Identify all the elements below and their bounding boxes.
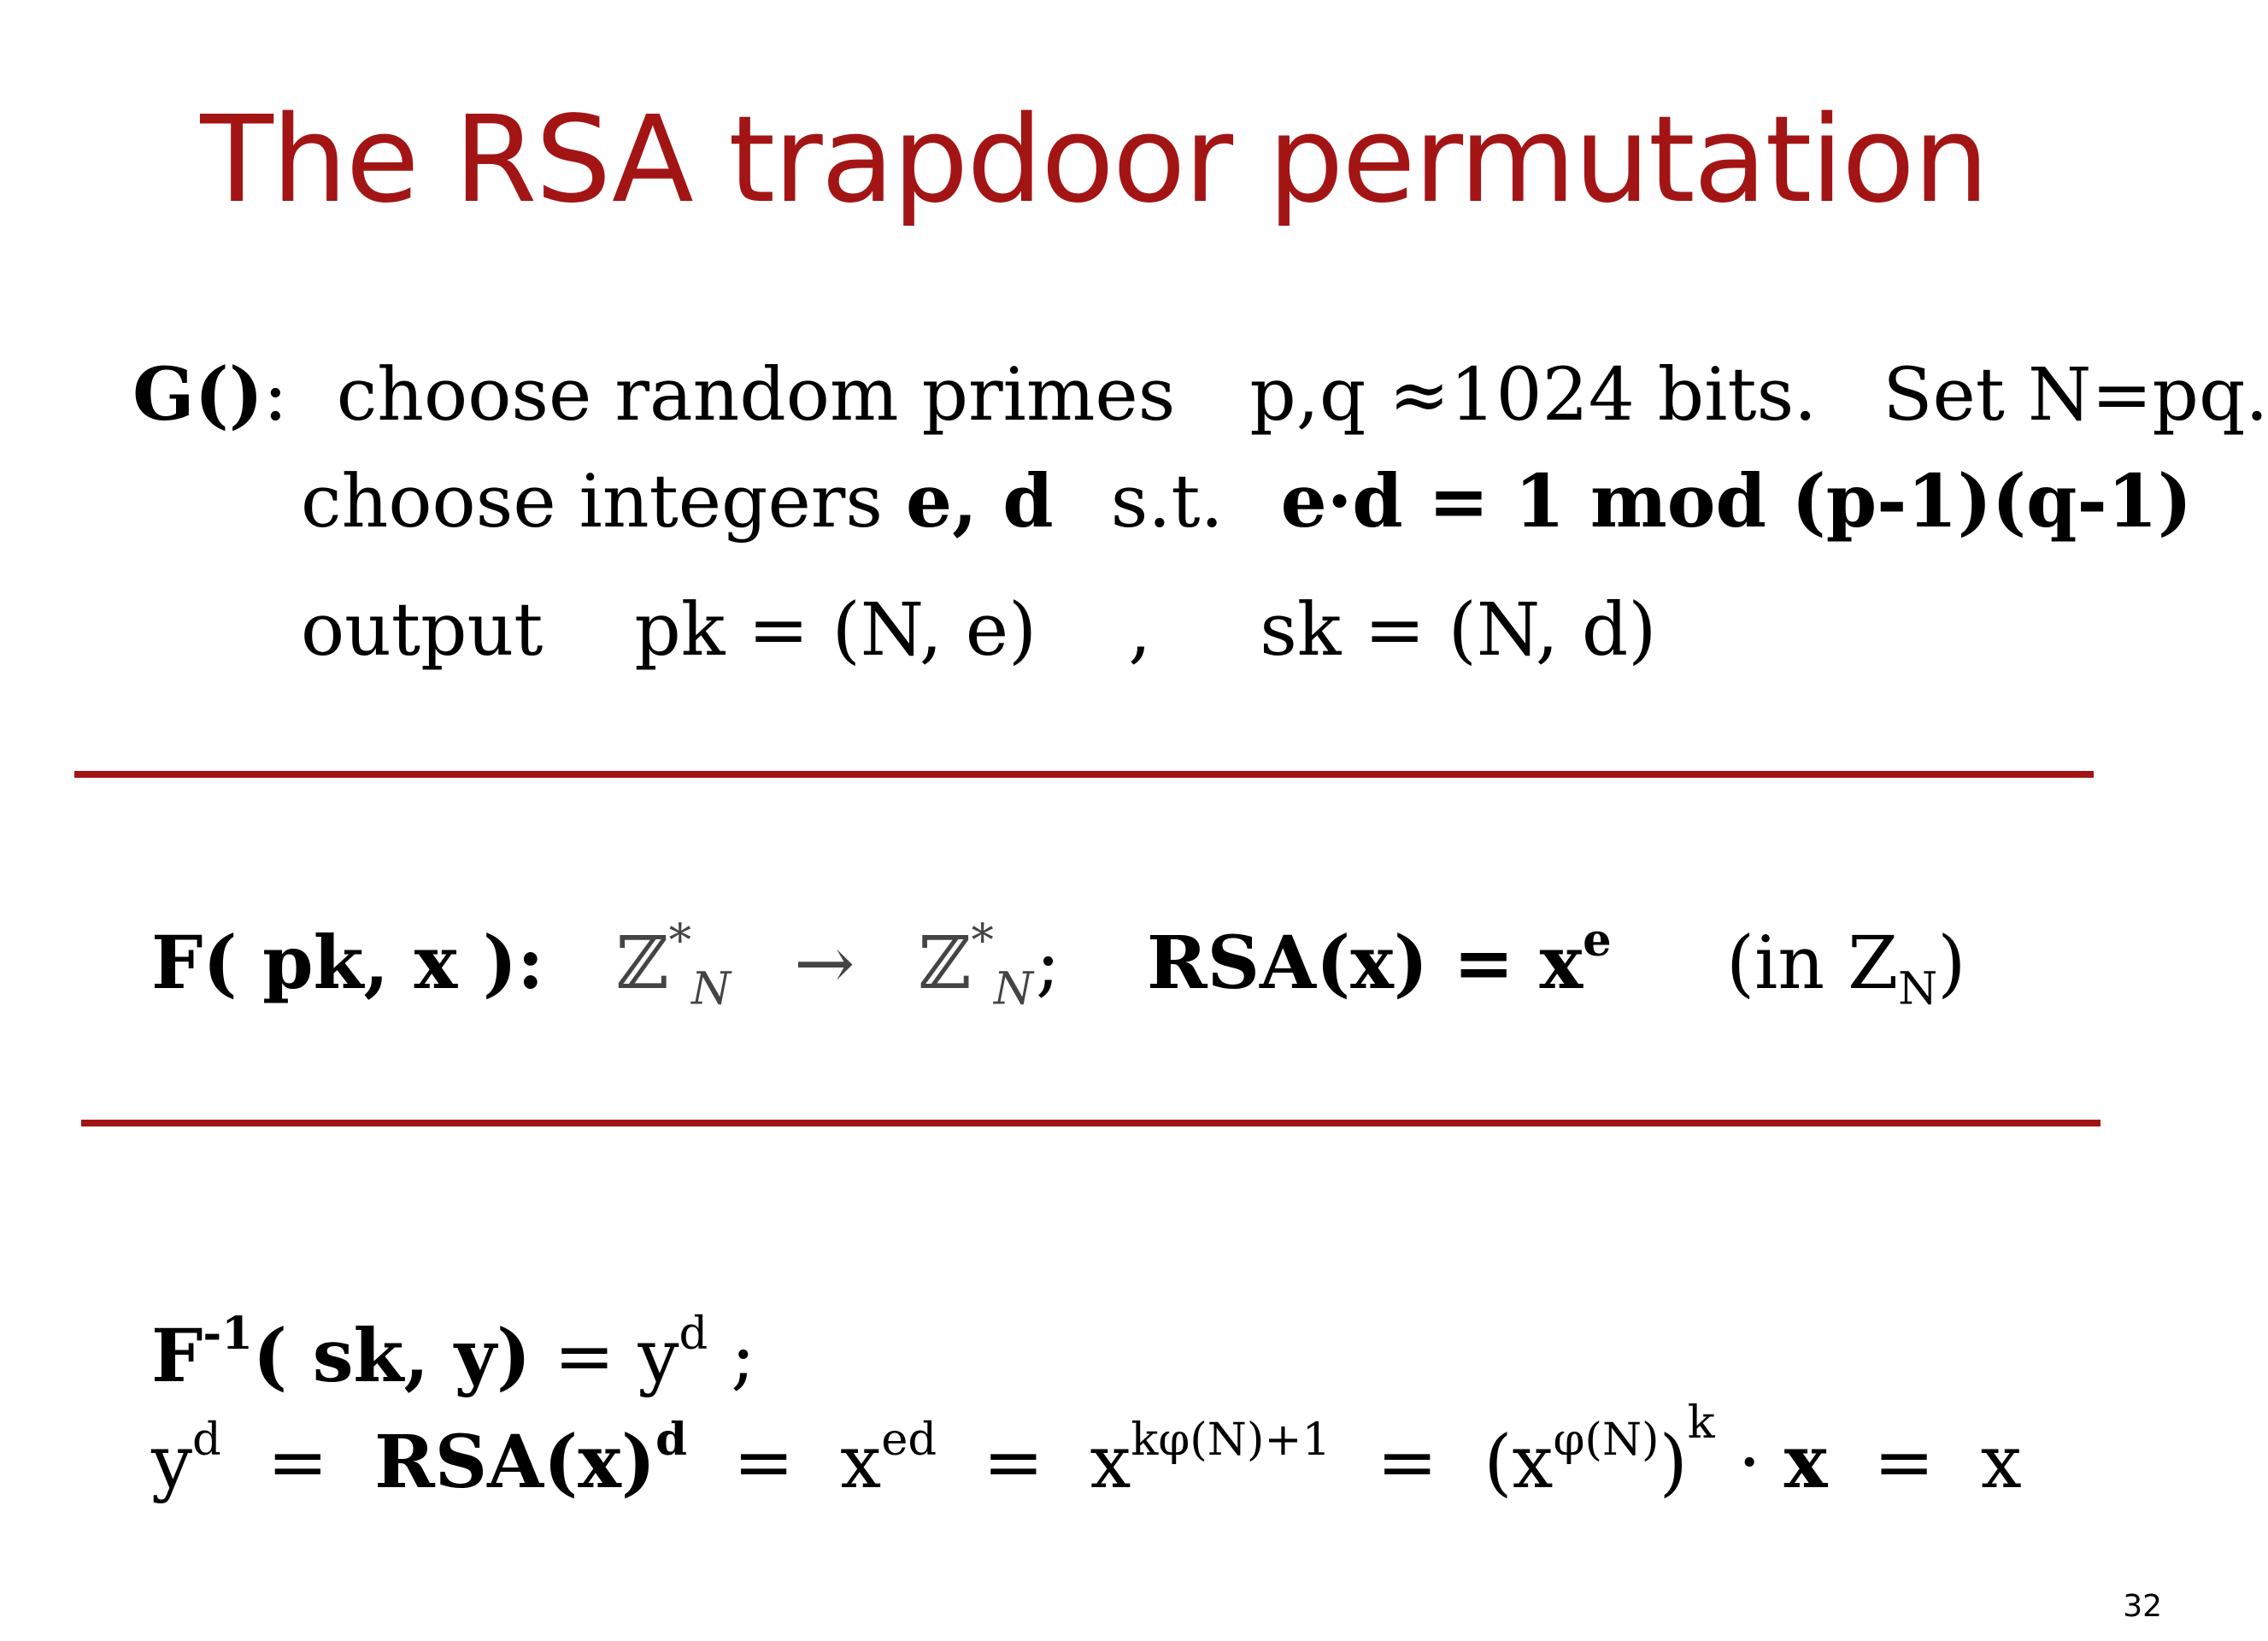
inv-F: F xyxy=(151,1314,203,1399)
func-line xyxy=(151,915,1033,1015)
gen-line3-pk: pk = (N, e) xyxy=(634,588,1037,673)
gen-line-3 xyxy=(301,588,1657,673)
x-exp-ed: ed xyxy=(881,1414,937,1467)
gen-line2-bold2: e·d = 1 mod (p-1)(q-1) xyxy=(1280,459,2193,544)
slide-title: The RSA trapdoor permutation xyxy=(200,91,1988,230)
gen-line2-bold1: e, d xyxy=(906,459,1054,544)
domain-symbol: ℤ xyxy=(615,921,669,1006)
inv-exp: d xyxy=(679,1308,708,1361)
y-exp: d xyxy=(192,1414,221,1467)
range-sup: * xyxy=(971,915,994,968)
in-close: ) xyxy=(1937,921,1966,1006)
rsa-lhs: RSA(x) = x xyxy=(1147,920,1583,1006)
in-sub: N xyxy=(1898,962,1938,1015)
range-symbol: ℤ xyxy=(918,921,972,1006)
dot: · xyxy=(1714,1420,1784,1505)
k-exp: k xyxy=(1687,1397,1715,1449)
bold-x: x xyxy=(1783,1419,1828,1505)
divider-bottom xyxy=(81,1120,2101,1126)
eq2: = x xyxy=(687,1420,882,1505)
arrow: → xyxy=(794,921,855,1006)
rsa-x-exp: d xyxy=(655,1414,687,1467)
gen-label: G() xyxy=(132,352,264,438)
gen-line-2 xyxy=(301,459,2193,544)
gen-line3-comma: , xyxy=(1128,588,1152,673)
close-paren: ) xyxy=(1659,1420,1688,1505)
gen-colon: : xyxy=(263,353,288,438)
gen-line3-output: output xyxy=(301,588,543,673)
gen-line2-text2: s.t. xyxy=(1110,460,1224,544)
func-semicolon: ; xyxy=(1036,921,1061,1006)
eq4: = (x xyxy=(1331,1420,1554,1505)
in-zn xyxy=(1726,921,1966,1015)
eq1: = xyxy=(220,1420,375,1505)
gen-line-1 xyxy=(132,352,2268,438)
inverse-line-2 xyxy=(151,1397,2022,1505)
func-label: F( pk, x ): xyxy=(151,920,544,1006)
in-text: (in Z xyxy=(1726,921,1899,1006)
rsa-exp: e xyxy=(1583,915,1612,968)
x-exp-kphi: kφ(N)+1 xyxy=(1131,1414,1331,1467)
rsa-def xyxy=(1147,915,1612,1006)
gen-line3-sk: sk = (N, d) xyxy=(1260,588,1657,673)
inv-end: ; xyxy=(708,1315,755,1399)
inv-minus1: -1 xyxy=(203,1308,253,1361)
inverse-line-1 xyxy=(151,1308,755,1399)
y: y xyxy=(151,1420,193,1505)
domain-sub: N xyxy=(691,962,732,1015)
gen-line2-text1: choose integers xyxy=(301,460,883,544)
func-semicolon-wrap xyxy=(1036,921,1061,1006)
rsa-x: RSA(x) xyxy=(374,1419,656,1505)
x-exp-phi: φ(N) xyxy=(1553,1414,1660,1467)
inv-eq: = y xyxy=(531,1315,679,1399)
page-number: 32 xyxy=(2123,1589,2162,1624)
eq3: = x xyxy=(937,1420,1131,1505)
gen-line1-text2: p,q ≈1024 bits. xyxy=(1249,353,1818,438)
divider-top xyxy=(74,771,2094,778)
range-sub: N xyxy=(993,962,1033,1015)
gen-line1-text1: choose random primes xyxy=(336,353,1176,438)
domain-sup: * xyxy=(668,915,691,968)
eq5: = x xyxy=(1827,1420,2022,1505)
inv-args: ( sk, y) xyxy=(252,1314,532,1399)
gen-line1-text3: Set N=pq. xyxy=(1883,353,2268,438)
